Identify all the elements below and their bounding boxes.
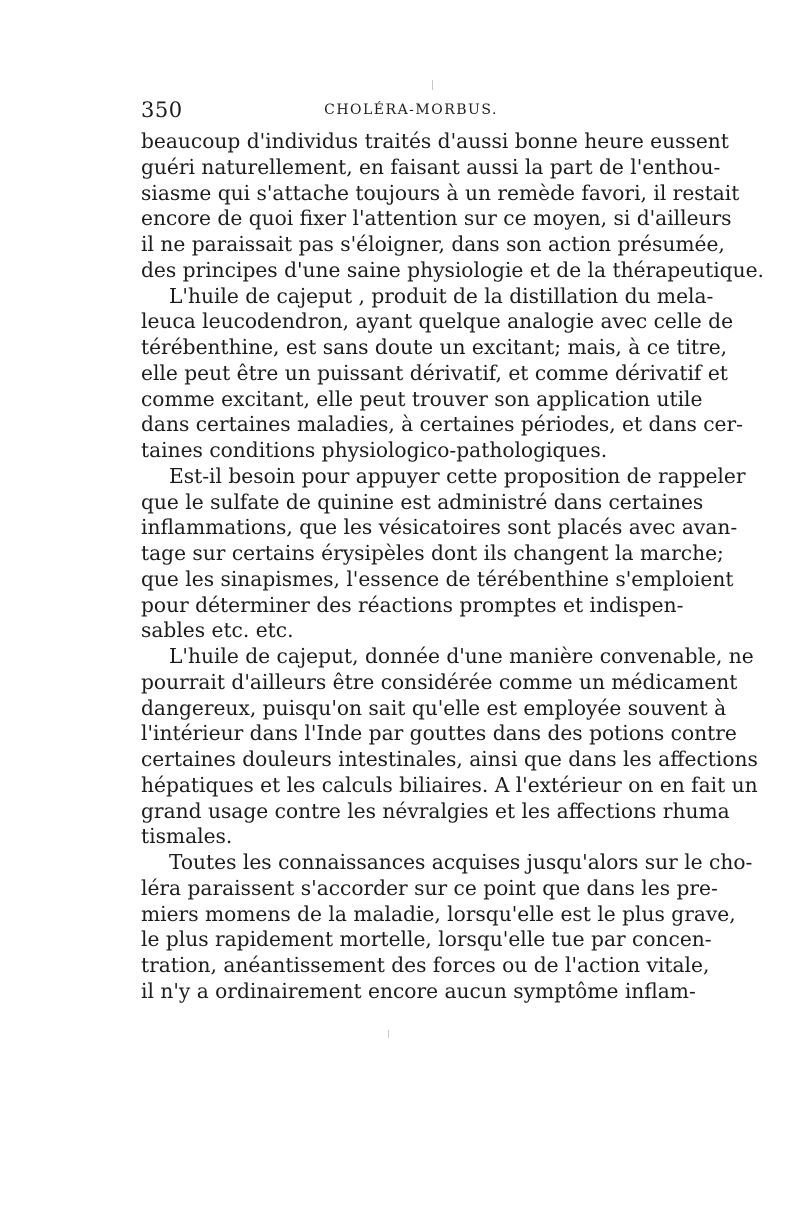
- text-line: léra paraissent s'accorder sur ce point que dans les pre-: [141, 875, 718, 900]
- text-line: elle peut être un puissant dérivatif, et comme dérivatif et: [141, 360, 728, 385]
- text-line: L'huile de cajeput, donnée d'une manière convenable, ne: [169, 644, 754, 668]
- paragraph-3: [141, 463, 746, 644]
- text-line: Toutes les connaissances acquises jusqu'alors sur le cho-: [169, 850, 753, 874]
- text-line: grand usage contre les névralgies et les affections rhuma: [141, 798, 730, 823]
- text-line: que le sulfate de quinine est administré dans certaines: [141, 489, 704, 514]
- text-line: tration, anéantissement des forces ou de l'action vitale,: [141, 953, 710, 977]
- text-line: tismales.: [141, 824, 233, 849]
- text-line: L'huile de cajeput , produit de la distillation du mela-: [169, 283, 714, 308]
- text-line: certaines douleurs intestinales, ainsi que dans les affections: [141, 747, 758, 771]
- fold-mark-top: [432, 80, 433, 90]
- text-line: pourrait d'ailleurs être considérée comme un médicament: [141, 669, 738, 694]
- text-line: guéri naturellement, en faisant aussi la part de l'enthou-: [141, 154, 721, 179]
- text-line: il n'y a ordinairement encore aucun symptôme inflam-: [141, 978, 696, 1003]
- text-line: encore de quoi fixer l'attention sur ce moyen, si d'ailleurs: [141, 206, 732, 231]
- text-line: dans certaines maladies, à certaines périodes, et dans cer-: [141, 412, 743, 437]
- paragraph-2: [141, 283, 743, 464]
- paragraph-4: [141, 644, 758, 850]
- page-header: [141, 98, 671, 122]
- page-number: 350: [141, 98, 183, 122]
- text-line: taines conditions physiologico-pathologiques.: [141, 438, 608, 462]
- text-line: miers momens de la maladie, lorsqu'elle est le plus grave,: [141, 901, 736, 926]
- fold-mark-bottom: [388, 1030, 389, 1038]
- text-line: pour déterminer des réactions promptes et indispen-: [141, 592, 684, 617]
- text-line: siasme qui s'attache toujours à un remède favori, il restait: [141, 180, 740, 205]
- text-line: l'intérieur dans l'Inde par gouttes dans des potions contre: [141, 721, 737, 746]
- text-line: dangereux, puisqu'on sait qu'elle est employée souvent à: [141, 695, 727, 720]
- text-line: le plus rapidement mortelle, lorsqu'elle tue par concen-: [141, 927, 712, 952]
- text-line: leuca leucodendron, ayant quelque analogie avec celle de: [141, 309, 734, 334]
- text-line: comme excitant, elle peut trouver son application utile: [141, 386, 703, 411]
- text-line: sables etc. etc.: [141, 618, 294, 643]
- text-line: que les sinapismes, l'essence de térébenthine s'emploient: [141, 566, 734, 591]
- paragraph-5: [141, 850, 753, 1005]
- text-line: térébenthine, est sans doute un excitant; mais, à ce titre,: [141, 335, 728, 359]
- paragraph-1: [141, 129, 764, 284]
- text-line: inflammations, que les vésicatoires sont placés avec avan-: [141, 515, 738, 540]
- text-line: il ne paraissait pas s'éloigner, dans son action présumée,: [141, 232, 725, 256]
- running-title: CHOLÉRA-MORBUS.: [324, 102, 498, 118]
- text-line: hépatiques et les calculs biliaires. A l'extérieur on en fait un: [141, 772, 758, 797]
- text-line: Est-il besoin pour appuyer cette proposition de rappeler: [169, 463, 746, 488]
- text-line: tage sur certains érysipèles dont ils changent la marche;: [141, 541, 724, 565]
- text-line: des principes d'une saine physiologie et de la thérapeutique.: [141, 257, 764, 282]
- text-line: beaucoup d'individus traités d'aussi bonne heure eussent: [141, 129, 729, 153]
- body-text: [141, 129, 764, 1005]
